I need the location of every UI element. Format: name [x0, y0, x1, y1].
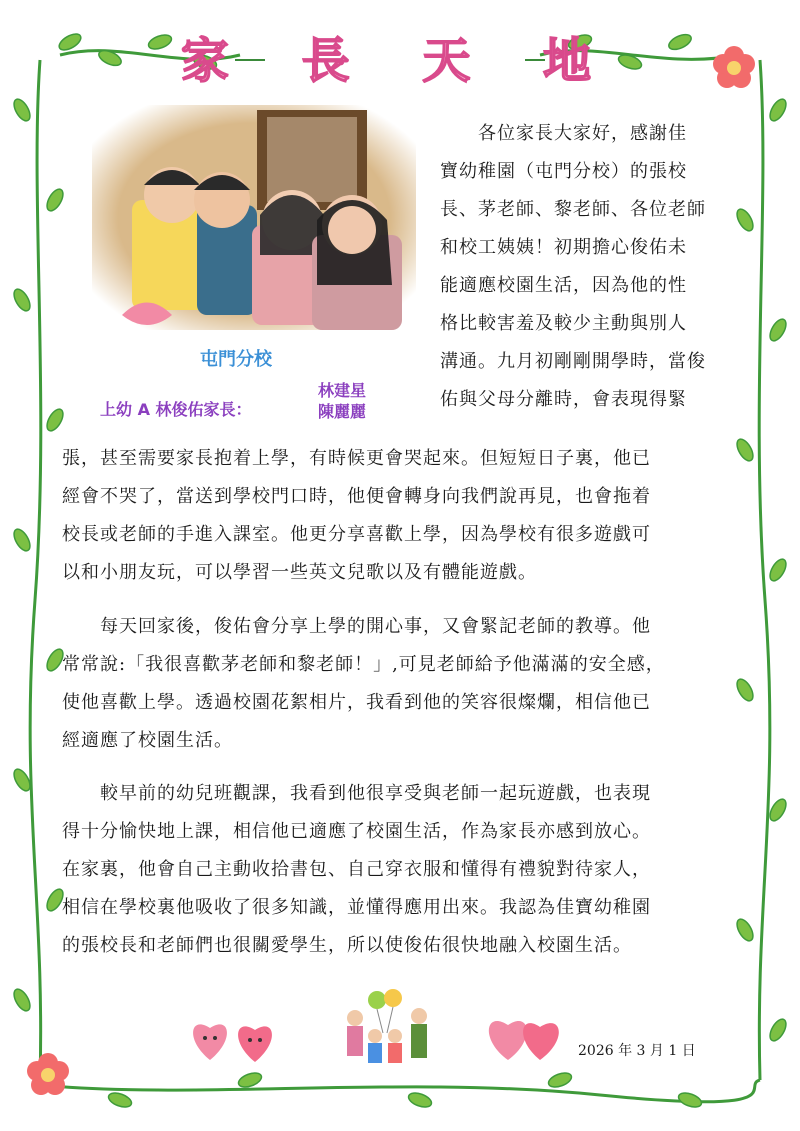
heart-couple-icon: [185, 1010, 285, 1070]
family-balloons-icon: [335, 988, 445, 1073]
text-line: 以和小朋友玩，可以學習一些英文兒歌以及有體能遊戲。: [62, 562, 537, 583]
heart-couple-icon: [480, 1005, 570, 1065]
paragraph-1: [440, 115, 730, 419]
text-line: 經會不哭了，當送到學校門口時，他便會轉身向我們說再見，也會拖着: [62, 486, 651, 507]
parent-name-father: 林建星: [318, 381, 367, 400]
text-line: 和校工姨姨！初期擔心俊佑未: [440, 237, 687, 258]
text-line: 較早前的幼兒班觀課，我看到他很享受與老師一起玩遊戲，也表現: [100, 783, 651, 804]
family-photo: [92, 105, 416, 330]
text-line: 校長或老師的手進入課室。他更分享喜歡上學，因為學校有很多遊戲可: [62, 524, 651, 545]
text-line: 在家裏，他會自己主動收拾書包、自己穿衣服和懂得有禮貌對待家人，: [62, 859, 651, 880]
text-line: 格比較害羞及較少主動與別人: [440, 313, 687, 334]
text-line: 常常說:「我很喜歡茅老師和黎老師！」,可見老師給予他滿滿的安全感，: [62, 654, 665, 675]
text-line: 相信在學校裏他吸收了很多知識，並懂得應用出來。我認為佳寶幼稚園: [62, 897, 651, 918]
text-line: 經適應了校園生活。: [62, 730, 233, 751]
text-line: 能適應校園生活，因為他的性: [440, 275, 687, 296]
text-line: 張，甚至需要家長抱着上學，有時候更會哭起來。但短短日子裏，他已: [62, 448, 651, 469]
parent-names: [318, 380, 366, 422]
text-line: 的張校長和老師們也很關愛學生，所以使俊佑很快地融入校園生活。: [62, 935, 632, 956]
text-line: 佑與父母分離時，會表現得緊: [440, 389, 687, 410]
paragraph-2: [62, 608, 742, 760]
text-line: 長、茅老師、黎老師、各位老師: [440, 199, 706, 220]
text-line: 每天回家後，俊佑會分享上學的開心事，又會緊記老師的教導。他: [100, 616, 651, 637]
date: 2026 年 3 月 1 日: [578, 1043, 696, 1059]
school-caption: 屯門分校: [200, 349, 272, 370]
parent-name-mother: 陳麗麗: [318, 402, 367, 421]
class-label: 上幼 A 林俊佑家長：: [100, 400, 252, 419]
text-line: 寶幼稚園（屯門分校）的張校: [440, 161, 687, 182]
paragraph-3: [62, 775, 742, 965]
page-title: 家 長 天 地: [180, 33, 620, 89]
text-line: 得十分愉快地上課，相信他已適應了校園生活，作為家長亦感到放心。: [62, 821, 651, 842]
paragraph-1-continued: [62, 440, 742, 592]
text-line: 使他喜歡上學。透過校園花絮相片，我看到他的笑容很燦爛，相信他已: [62, 692, 651, 713]
text-line: 溝通。九月初剛剛開學時，當俊: [440, 351, 706, 372]
text-line: 各位家長大家好，感謝佳: [440, 123, 687, 144]
